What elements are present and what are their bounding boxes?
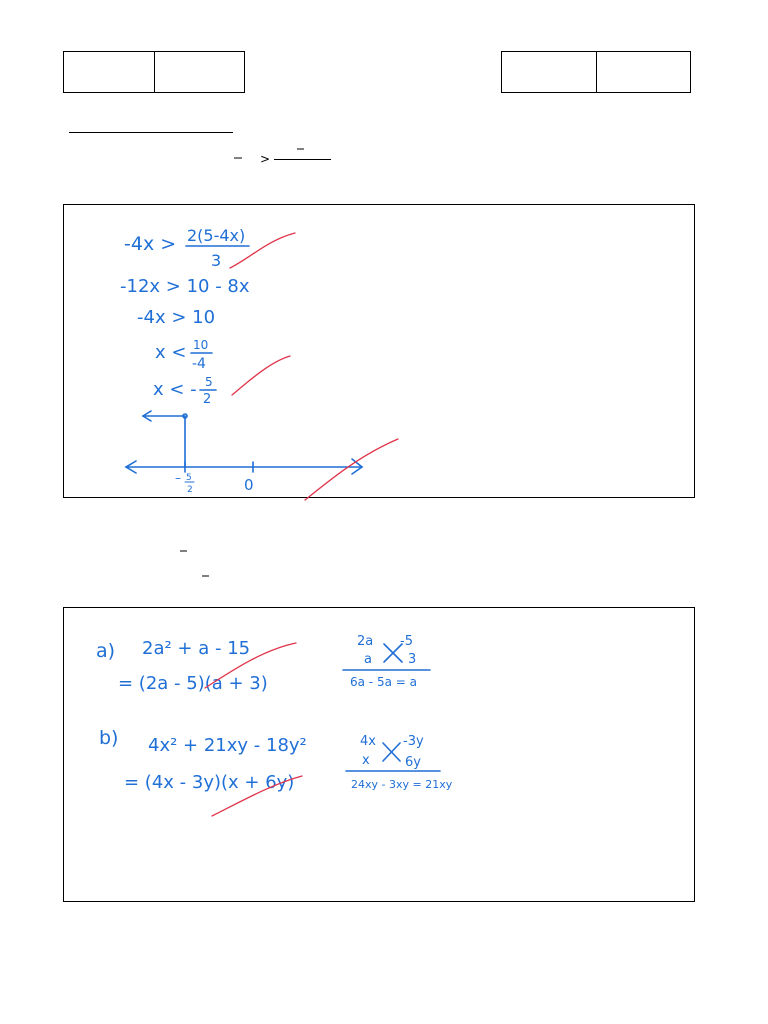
- part-a-cross-bl: a: [364, 652, 372, 667]
- label-five: 5: [186, 473, 192, 483]
- part-a-label: a): [96, 640, 116, 662]
- header-left-cell-2: [155, 52, 245, 92]
- header-right-cell-1: [502, 52, 597, 92]
- part-b-cross-br: 6y: [405, 755, 421, 770]
- sol1-line2: -12x > 10 - 8x: [120, 276, 250, 297]
- sol1-line4-num: 10: [193, 338, 209, 352]
- question1-inequality: >: [260, 152, 271, 166]
- header-right-box: [501, 51, 691, 93]
- sol1-line5-num: 5: [205, 375, 213, 389]
- part-a-cross-br: 3: [408, 652, 417, 667]
- question1-underline: [69, 132, 233, 133]
- sol1-line5-lhs: x < -: [153, 379, 197, 400]
- sol1-line4-den: -4: [192, 356, 206, 372]
- label-zero: 0: [244, 476, 254, 494]
- part-a-expression: 2a² + a - 15: [142, 638, 251, 659]
- header-left-cell-1: [64, 52, 155, 92]
- part-b-cross-tr: -3y: [403, 734, 424, 749]
- label-minus: –: [175, 471, 181, 485]
- part-a-factored: = (2a - 5)(a + 3): [118, 673, 268, 694]
- sol1-line5-den: 2: [203, 392, 212, 407]
- header-right-cell-2: [597, 52, 691, 92]
- question1-fraction-bar: [274, 159, 331, 160]
- answer-box-question1: [63, 204, 695, 498]
- part-a-cross-check: 6a - 5a = a: [350, 675, 417, 689]
- part-b-cross-tl: 4x: [360, 734, 376, 749]
- part-a-cross-tl: 2a: [357, 634, 374, 649]
- part-b-factored: = (4x - 3y)(x + 6y): [124, 772, 295, 793]
- part-a-cross-tr: -5: [400, 634, 413, 649]
- sol1-line1-den: 3: [211, 251, 222, 270]
- part-b-cross-bl: x: [362, 753, 370, 768]
- part-b-expression: 4x² + 21xy - 18y²: [148, 735, 307, 756]
- sol1-line1-num: 2(5-4x): [187, 226, 246, 245]
- label-two: 2: [187, 485, 193, 495]
- sol1-line3: -4x > 10: [137, 307, 216, 328]
- part-b-label: b): [99, 727, 119, 749]
- answer-box-question2: [63, 607, 695, 902]
- part-b-cross-check: 24xy - 3xy = 21xy: [351, 778, 453, 791]
- sol1-line1-lhs: -4x >: [124, 233, 177, 255]
- header-left-box: [63, 51, 245, 93]
- sol1-line4-lhs: x <: [155, 342, 187, 363]
